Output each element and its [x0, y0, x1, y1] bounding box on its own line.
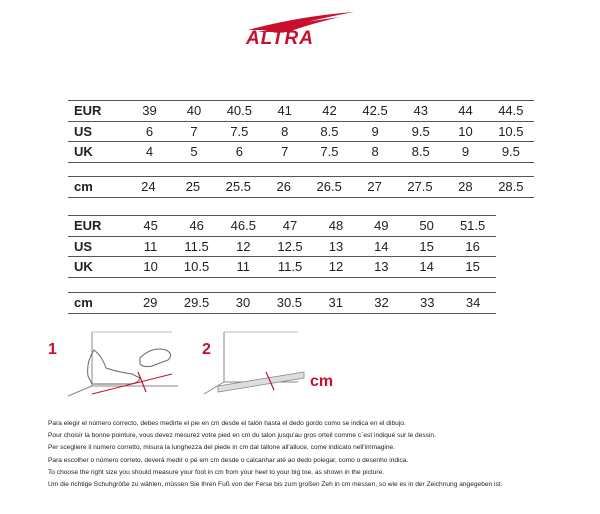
size-cell: 8.5 — [307, 121, 352, 142]
size-row-uk — [68, 142, 534, 163]
size-cell: 30.5 — [266, 293, 313, 314]
size-cell: 31 — [313, 293, 359, 314]
size-cell: 11 — [128, 236, 173, 257]
size-cell: 45 — [128, 216, 173, 237]
size-cell: 27.5 — [397, 177, 443, 198]
measurement-diagram — [48, 328, 358, 406]
size-row-label: UK — [68, 142, 127, 163]
size-row-label: EUR — [68, 101, 127, 122]
size-cell: 9 — [443, 142, 488, 163]
size-cell: 12 — [313, 257, 358, 278]
size-cell: 7 — [172, 121, 217, 142]
size-cell: 11.5 — [173, 236, 220, 257]
size-cell: 26 — [261, 177, 306, 198]
size-cell: 11.5 — [267, 257, 314, 278]
size-row-label: cm — [68, 177, 126, 198]
size-cell: 13 — [359, 257, 404, 278]
size-cell: 25 — [171, 177, 216, 198]
size-cell: 49 — [359, 216, 404, 237]
size-cell: 43 — [398, 101, 443, 122]
size-cell: 12.5 — [267, 236, 314, 257]
size-cell: 25.5 — [215, 177, 261, 198]
size-cell: 33 — [404, 293, 450, 314]
size-cell: 42.5 — [352, 101, 398, 122]
size-cell: 8.5 — [398, 142, 443, 163]
size-cell: 11 — [220, 257, 267, 278]
size-cell: 6 — [216, 142, 262, 163]
step-1-illustration — [48, 332, 178, 396]
size-cell: 14 — [359, 236, 404, 257]
size-table-2 — [68, 215, 496, 278]
step-1-number: 1 — [48, 341, 57, 358]
instruction-it: Per scegliere il numero corretto, misura la lunghezza del piede in cm dal tallone all'alluce, come indicato nell'immagine. — [48, 444, 396, 452]
size-cell: 15 — [449, 257, 496, 278]
size-row-us — [68, 236, 496, 257]
size-row-cm — [68, 293, 496, 314]
cm-label: cm — [310, 373, 334, 390]
step-2-number: 2 — [202, 341, 211, 358]
instruction-fr: Pour choisir la bonne pointure, vous devez mesurez votre pied en cm du talon jusqu'au gros orteil comme c`est indiqué sur le dessin. — [48, 432, 436, 440]
size-table-1 — [68, 100, 534, 163]
instructions — [48, 418, 502, 491]
size-cell: 24 — [126, 177, 171, 198]
size-cell: 28 — [443, 177, 488, 198]
size-cell: 9 — [352, 121, 398, 142]
size-cell: 10 — [128, 257, 173, 278]
size-cell: 10.5 — [173, 257, 220, 278]
instruction-de: Um die richtige Schuhgröße zu wählen, müssen Sie Ihren Fuß von der Ferse bis zum großen Zeh in cm messen, so wie es in der Zeichnung angegeben ist. — [48, 481, 503, 489]
size-cell: 29 — [127, 293, 173, 314]
size-cell: 48 — [313, 216, 358, 237]
size-row-us — [68, 121, 534, 142]
size-cell: 44.5 — [488, 101, 534, 122]
size-row-label: EUR — [68, 216, 128, 237]
size-cell: 40.5 — [216, 101, 262, 122]
size-row-label: US — [68, 121, 127, 142]
size-cell: 41 — [262, 101, 307, 122]
size-cell: 7 — [262, 142, 307, 163]
instruction-es: Para elegir el número correcto, debes medirte el pie en cm desde el talón hasta el dedo gordo como se indica en el dibujo. — [48, 420, 406, 427]
size-cell: 8 — [352, 142, 398, 163]
size-cell: 26.5 — [306, 177, 352, 198]
size-row-eur — [68, 101, 534, 122]
size-cell: 10.5 — [488, 121, 534, 142]
size-cell: 46 — [173, 216, 220, 237]
size-cell: 5 — [172, 142, 217, 163]
size-cell: 4 — [127, 142, 172, 163]
size-table-2-cm — [68, 292, 496, 314]
size-cell: 29.5 — [173, 293, 220, 314]
size-cell: 39 — [127, 101, 172, 122]
size-cell: 10 — [443, 121, 488, 142]
size-cell: 34 — [450, 293, 496, 314]
size-row-label: US — [68, 236, 128, 257]
size-cell: 44 — [443, 101, 488, 122]
size-cell: 32 — [359, 293, 405, 314]
size-cell: 12 — [220, 236, 267, 257]
size-cell: 15 — [404, 236, 449, 257]
size-cell: 51.5 — [449, 216, 496, 237]
size-cell: 40 — [172, 101, 217, 122]
size-row-cm — [68, 177, 534, 198]
size-cell: 16 — [449, 236, 496, 257]
instruction-en: To choose the right size you should measure your foot in cm from your heel to your big toe, as shown in the picture. — [48, 468, 385, 476]
size-cell: 47 — [267, 216, 314, 237]
size-row-eur — [68, 216, 496, 237]
size-cell: 7.5 — [307, 142, 352, 163]
size-cell: 27 — [352, 177, 397, 198]
size-cell: 9.5 — [398, 121, 443, 142]
size-table-1-cm — [68, 176, 534, 198]
size-cell: 28.5 — [488, 177, 534, 198]
size-cell: 42 — [307, 101, 352, 122]
size-cell: 8 — [262, 121, 307, 142]
size-row-uk — [68, 257, 496, 278]
instruction-pt: Para escolher o número correto, deverá medir o pé em cm desde o calcanhar até ao dedo polegar, como o desenho indica. — [48, 456, 409, 464]
size-cell: 13 — [313, 236, 358, 257]
size-cell: 46.5 — [220, 216, 267, 237]
size-cell: 30 — [220, 293, 266, 314]
size-row-label: cm — [68, 293, 127, 314]
step-2-illustration — [202, 332, 333, 394]
size-cell: 7.5 — [216, 121, 262, 142]
size-row-label: UK — [68, 257, 128, 278]
size-cell: 6 — [127, 121, 172, 142]
brand-name: ALTRA — [246, 28, 314, 49]
size-cell: 14 — [404, 257, 449, 278]
size-cell: 50 — [404, 216, 449, 237]
size-cell: 9.5 — [488, 142, 534, 163]
